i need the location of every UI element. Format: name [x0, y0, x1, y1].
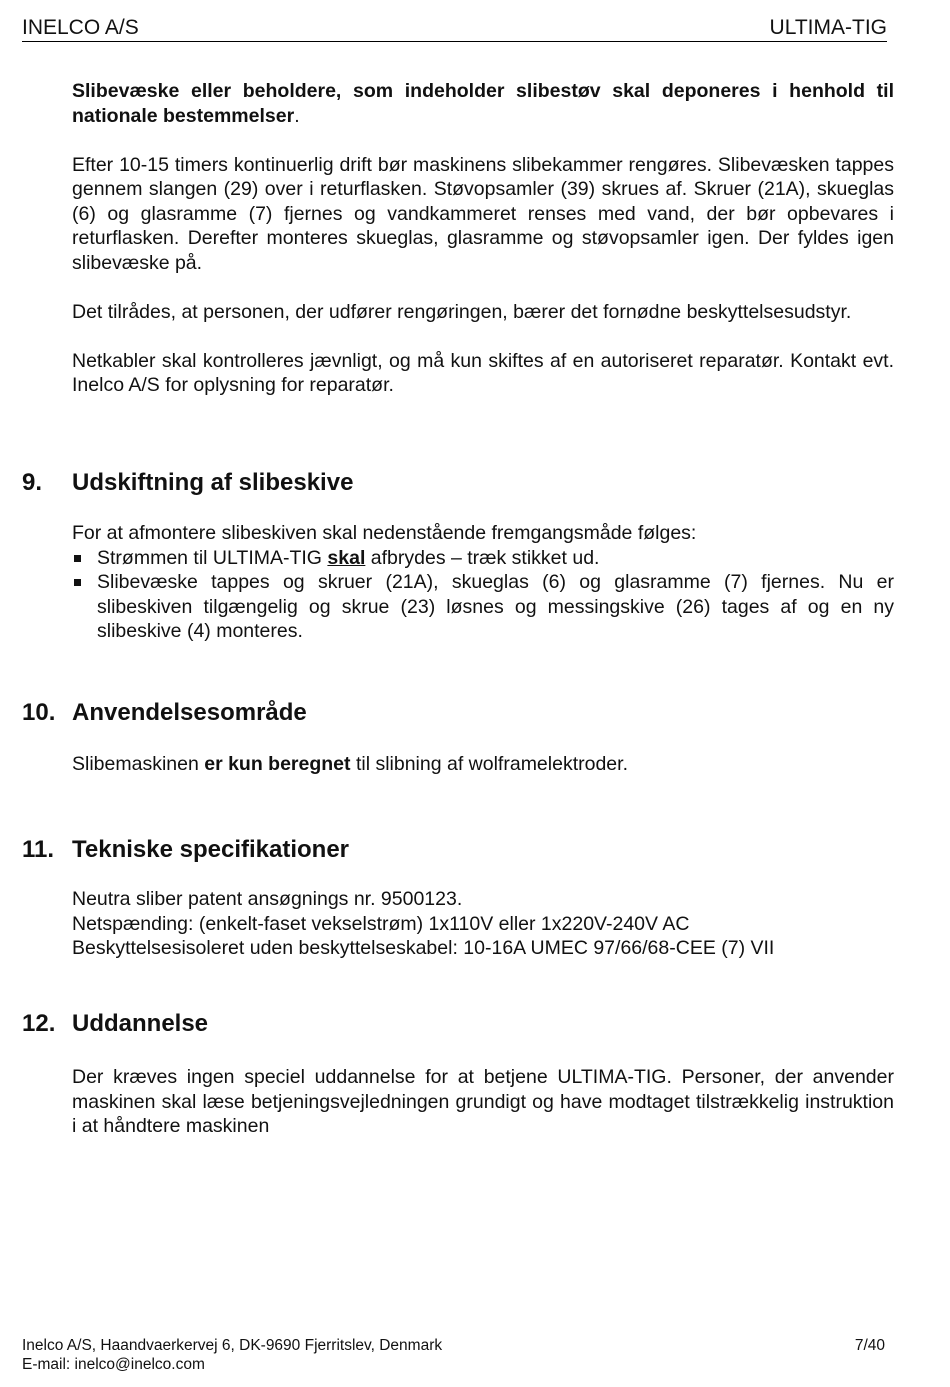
section-12-body — [72, 1065, 894, 1139]
training-paragraph: Der kræves ingen speciel uddannelse for at betjene ULTIMA-TIG. Personer, der anvender maskinen skal læse betjeningsvejledningen grundigt og have modtaget tilstrækkelig instruktion i at håndtere maskinen — [72, 1066, 894, 1137]
bullet-1-pre: Strømmen til ULTIMA-TIG — [97, 546, 328, 569]
bullet-square-icon — [74, 579, 81, 586]
list-item — [72, 546, 894, 571]
bullet-square-icon — [74, 555, 81, 562]
bullet-1-emphasis: skal — [327, 546, 366, 569]
section-title: Tekniske specifikationer — [72, 836, 350, 863]
section-12-heading — [22, 1009, 208, 1039]
section-title: Uddannelse — [72, 1010, 209, 1037]
page-header — [22, 15, 887, 42]
usage-post: til slibning af wolframelektroder. — [350, 753, 628, 775]
spec-line-patent: Neutra sliber patent ansøgnings nr. 9500123. — [72, 888, 463, 910]
bullet-2-text: Slibevæske tappes og skruer (21A), skueglas (6) og glasramme (7) fjernes. Nu er slibeskiven tilgængelig og skrue (23) løsnes og messingskive (26) tages af og en ny slibeskive (4) monteres. — [97, 571, 894, 642]
warning-end: . — [294, 104, 300, 127]
header-company: INELCO A/S — [22, 16, 139, 39]
footer-email: E-mail: inelco@inelco.com — [22, 1356, 205, 1373]
cable-paragraph: Netkabler skal kontrolleres jævnligt, og må kun skiftes af en autoriseret reparatør. Kontakt evt. Inelco A/S for oplysning for reparatør. — [72, 349, 894, 396]
section-title: Udskiftning af slibeskive — [72, 469, 354, 496]
section-9-heading — [22, 468, 353, 498]
section-11-heading — [22, 835, 349, 865]
intro-section — [72, 79, 894, 398]
spec-line-insulation: Beskyttelsesisoleret uden beskyttelseskabel: 10-16A UMEC 97/66/68-CEE (7) VII — [72, 937, 775, 959]
section-11-body — [72, 887, 894, 961]
section-number: 12. — [22, 1010, 56, 1037]
safety-paragraph: Det tilrådes, at personen, der udfører rengøringen, bærer det fornødne beskyttelsesudstyr. — [72, 300, 852, 323]
list-item — [72, 570, 894, 644]
section-10-heading — [22, 698, 307, 728]
header-product: ULTIMA-TIG — [769, 16, 887, 39]
usage-pre: Slibemaskinen — [72, 753, 205, 775]
warning-bold-text: Slibevæske eller beholdere, som indeholder slibestøv skal deponeres i henhold til nationale bestemmelser — [72, 80, 894, 127]
disposal-warning — [72, 79, 894, 128]
usage-paragraph — [72, 752, 894, 777]
section-9-lead: For at afmontere slibeskiven skal nedenstående fremgangsmåde følges: — [72, 522, 697, 544]
section-number: 11. — [22, 836, 55, 863]
usage-emphasis: er kun beregnet — [204, 753, 351, 775]
page-footer — [22, 1336, 885, 1374]
section-9-body — [72, 521, 894, 644]
bullet-1-post: afbrydes – træk stikket ud. — [365, 546, 600, 569]
spec-line-voltage: Netspænding: (enkelt-faset vekselstrøm) 1x110V eller 1x220V-240V AC — [72, 912, 690, 935]
footer-address: Inelco A/S, Haandvaerkervej 6, DK-9690 Fjerritslev, Denmark — [22, 1337, 443, 1354]
page-number: 7/40 — [854, 1337, 885, 1354]
section-title: Anvendelsesområde — [72, 699, 307, 726]
procedure-list — [72, 546, 894, 644]
section-10-body — [72, 752, 894, 777]
section-number: 10. — [22, 699, 56, 726]
section-number: 9. — [22, 469, 43, 496]
cleaning-paragraph: Efter 10-15 timers kontinuerlig drift bør maskinens slibekammer rengøres. Slibevæsken tappes gennem slangen (29) over i returflasken. Støvopsamler (39) skrues af. Skruer (21A), skueglas (6) og glasramme (7) fjernes og vandkammeret renses med vand, der bør opbevares i returflasken. Derefter monteres skueglas, glasramme og støvopsamler igen. Der fyldes igen slibevæske på. — [72, 153, 894, 274]
